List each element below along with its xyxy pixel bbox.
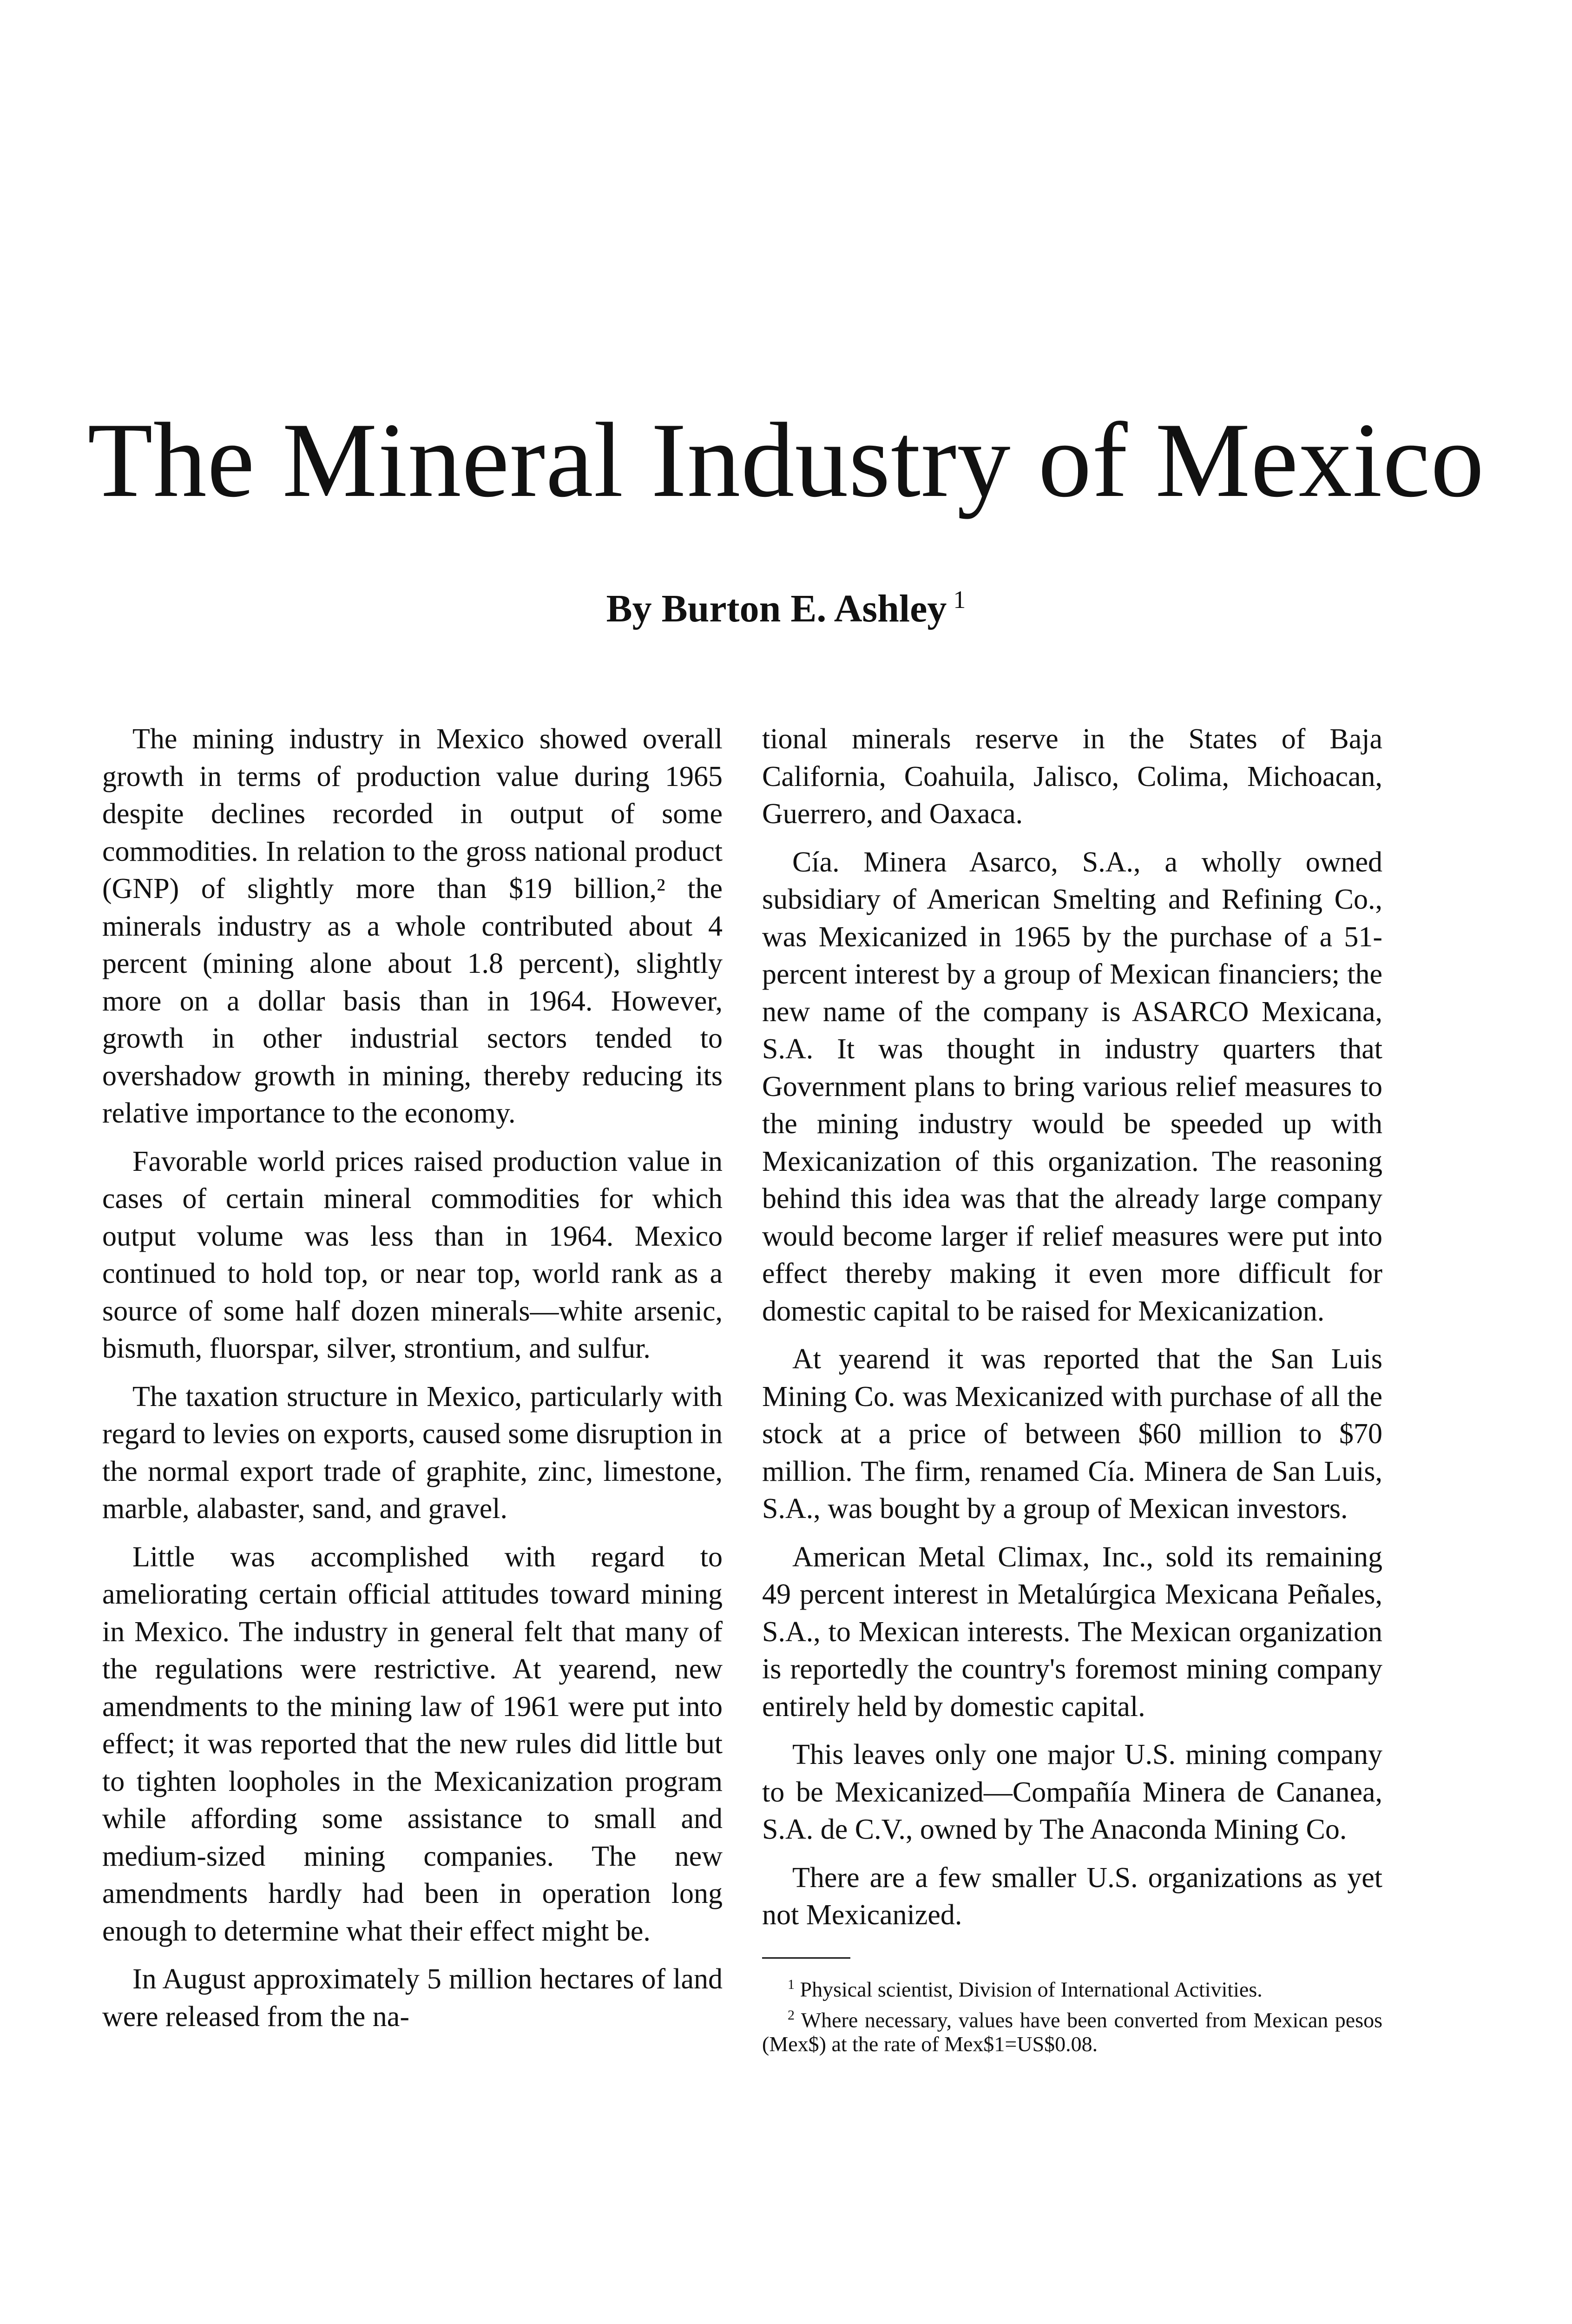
- footnote-ref-1: 1: [953, 586, 966, 614]
- footnote: [762, 2003, 1382, 2056]
- footnote-marker: 1: [788, 1976, 795, 1992]
- paragraph: Little was accomplished with regard to ameliorating certain official attitudes toward mining in Mexico. The industry in general felt that many of the regulations were restrictive. At yearend, new amendments to the mining law of 1961 were put into effect; it was reported that the new rules did little but to tighten loopholes in the Mexicanization program while affording some assistance to small and medium-sized mining companies. The new amendments hardly had been in operation long enough to determine what their effect might be.: [102, 1541, 723, 1947]
- paragraph: This leaves only one major U.S. mining company to be Mexicanized—Compañía Minera de Cananea, S.A. de C.V., owned by The Anaconda Mining Co.: [762, 1739, 1382, 1845]
- footnote: [762, 1973, 1382, 2001]
- footnote-text: Physical scientist, Division of International Activities.: [800, 1977, 1263, 2001]
- left-column: [102, 720, 723, 2046]
- paragraph: The taxation structure in Mexico, particularly with regard to levies on exports, caused some disruption in the normal export trade of graphite, zinc, limestone, marble, alabaster, sand, and gravel.: [102, 1380, 723, 1525]
- paragraph: Favorable world prices raised production value in cases of certain mineral commodities for which output volume was less than in 1964. Mexico continued to hold top, or near top, world rank as a source of some half dozen minerals—white arsenic, bismuth, fluorspar, silver, strontium, and sulfur.: [102, 1145, 723, 1364]
- footnote-text: Where necessary, values have been converted from Mexican pesos (Mex$) at the rate of Mex$1=US$0.08.: [762, 2008, 1382, 2056]
- right-column: [762, 720, 1382, 2058]
- footnote-divider: [762, 1957, 850, 1959]
- paragraph: There are a few smaller U.S. organizations as yet not Mexicanized.: [762, 1862, 1382, 1931]
- paragraph: American Metal Climax, Inc., sold its remaining 49 percent interest in Metalúrgica Mexicana Peñales, S.A., to Mexican interests. The Mexican organization is reportedly the country's foremost mining company entirely held by domestic capital.: [762, 1541, 1382, 1723]
- paragraph: At yearend it was reported that the San Luis Mining Co. was Mexicanized with purchase of all the stock at a price of between $60 million to $70 million. The firm, renamed Cía. Minera de San Luis, S.A., was bought by a group of Mexican investors.: [762, 1343, 1382, 1525]
- footnote-marker: 2: [788, 2007, 795, 2023]
- author-name: By Burton E. Ashley: [606, 587, 947, 630]
- article-title: The Mineral Industry of Mexico: [87, 401, 1485, 519]
- paragraph-continued: tional minerals reserve in the States of Baja California, Coahuila, Jalisco, Colima, Michoacan, Guerrero, and Oaxaca.: [762, 723, 1382, 830]
- author-byline: [0, 576, 1572, 632]
- paragraph: In August approximately 5 million hectares of land were released from the na-: [102, 1963, 723, 2033]
- paragraph: The mining industry in Mexico showed overall growth in terms of production value during 1965 despite declines recorded in output of some commodities. In relation to the gross national product (GNP) of slightly more than $19 billion,² the minerals industry as a whole contributed about 4 percent (mining alone about 1.8 percent), slightly more on a dollar basis than in 1964. However, growth in other industrial sectors tended to overshadow growth in mining, thereby reducing its relative importance to the economy.: [102, 723, 723, 1129]
- paragraph: Cía. Minera Asarco, S.A., a wholly owned subsidiary of American Smelting and Refining Co., was Mexicanized in 1965 by the purchase of a 51-percent interest by a group of Mexican financiers; the new name of the company is ASARCO Mexicana, S.A. It was thought in industry quarters that Government plans to bring various relief measures to the mining industry would be speeded up with Mexicanization of this organization. The reasoning behind this idea was that the already large company would become larger if relief measures were put into effect thereby making it even more difficult for domestic capital to be raised for Mexicanization.: [762, 846, 1382, 1327]
